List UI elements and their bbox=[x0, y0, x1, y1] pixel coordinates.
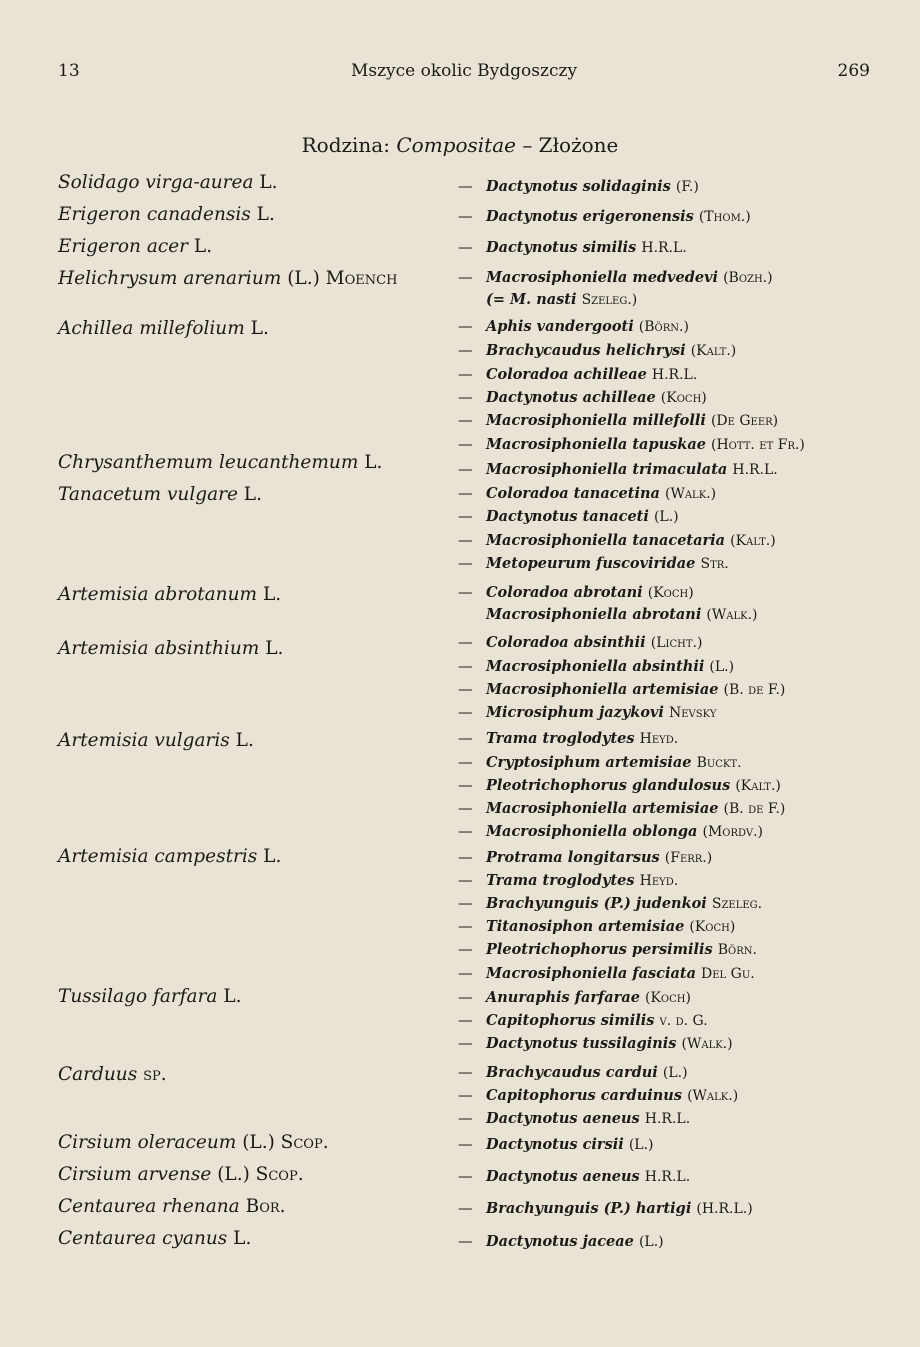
aphid-name: Protrama longitarsus bbox=[486, 849, 660, 866]
host-plant-entry bbox=[58, 318, 269, 339]
entry-dash: — bbox=[458, 896, 473, 912]
aphid-entry bbox=[458, 941, 757, 958]
entry-dash: — bbox=[458, 585, 473, 601]
plant-name: Erigeron acer bbox=[58, 236, 189, 257]
aphid-entry bbox=[458, 485, 716, 502]
entry-dash: — bbox=[458, 1111, 473, 1127]
aphid-author: (Koch) bbox=[645, 990, 691, 1006]
aphid-entry bbox=[458, 389, 707, 406]
plant-author: L. bbox=[235, 730, 254, 751]
plant-author: L. bbox=[233, 1228, 252, 1249]
entry-dash: — bbox=[458, 486, 473, 502]
aphid-name: Dactynotus achilleae bbox=[486, 389, 656, 406]
plant-name: Cirsium arvense bbox=[58, 1164, 212, 1185]
aphid-author: H.R.L. bbox=[644, 1169, 691, 1185]
aphid-author: Szeleg. bbox=[711, 896, 763, 912]
aphid-name: Trama troglodytes bbox=[486, 730, 635, 747]
aphid-author: (De Geer) bbox=[710, 413, 779, 429]
entry-dash: — bbox=[458, 682, 473, 698]
aphid-entry bbox=[458, 584, 694, 601]
plant-author: L. bbox=[263, 846, 282, 867]
aphid-author: (Koch) bbox=[660, 390, 707, 406]
aphid-name: Macrosiphoniella artemisiae bbox=[486, 681, 719, 698]
entry-dash: — bbox=[458, 390, 473, 406]
entry-dash: — bbox=[458, 533, 473, 549]
aphid-author: (Kalt.) bbox=[730, 533, 776, 549]
aphid-author: (Walk.) bbox=[664, 486, 717, 502]
host-plant-entry bbox=[58, 1064, 167, 1085]
host-plant-entry bbox=[58, 204, 275, 225]
plant-author: L. bbox=[193, 236, 213, 257]
aphid-name: Metopeurum fuscoviridae bbox=[486, 555, 696, 572]
aphid-entry bbox=[458, 342, 736, 359]
aphid-entry bbox=[458, 1136, 653, 1153]
aphid-author: (Kalt.) bbox=[735, 778, 781, 794]
aphid-entry bbox=[458, 895, 762, 912]
aphid-name: Coloradoa tanacetina bbox=[486, 485, 660, 502]
aphid-name: Dactynotus aeneus bbox=[486, 1168, 640, 1185]
plant-author: L. bbox=[364, 452, 383, 473]
aphid-entry bbox=[458, 239, 687, 256]
aphid-name: Anuraphis farfarae bbox=[486, 989, 640, 1006]
host-plant-entry bbox=[58, 986, 242, 1007]
aphid-entry bbox=[458, 461, 778, 478]
aphid-author: (Walk.) bbox=[687, 1088, 739, 1104]
aphid-name: Capitophorus similis bbox=[486, 1012, 655, 1029]
plant-name: Achillea millefolium bbox=[58, 318, 245, 339]
aphid-author: (Ferr.) bbox=[664, 850, 713, 866]
aphid-name: Capitophorus carduinus bbox=[486, 1087, 682, 1104]
plant-author: (L.) Scop. bbox=[217, 1164, 304, 1185]
aphid-name: Pleotrichophorus glandulosus bbox=[486, 777, 731, 794]
aphid-entry bbox=[458, 754, 742, 771]
entry-dash: — bbox=[458, 990, 473, 1006]
plant-name: Carduus bbox=[58, 1064, 138, 1085]
aphid-entry bbox=[458, 508, 679, 525]
aphid-entry bbox=[458, 1200, 753, 1217]
plant-author: L. bbox=[262, 584, 282, 605]
aphid-author: H.R.L. bbox=[732, 462, 778, 478]
family-heading bbox=[0, 133, 920, 157]
aphid-name: Coloradoa abrotani bbox=[486, 584, 643, 601]
aphid-name: Macrosiphoniella millefolli bbox=[486, 412, 706, 429]
host-plant-entry bbox=[58, 730, 254, 751]
page-number: 269 bbox=[837, 61, 870, 81]
entry-dash: — bbox=[458, 270, 473, 286]
aphid-author: (Bozh.) bbox=[723, 270, 773, 286]
entry-dash: — bbox=[458, 1169, 473, 1185]
entry-dash: — bbox=[458, 462, 473, 478]
aphid-entry bbox=[458, 777, 781, 794]
aphid-author: v. d. G. bbox=[659, 1013, 708, 1029]
aphid-name: Macrosiphoniella tapuskae bbox=[486, 436, 706, 453]
host-plant-entry bbox=[58, 484, 262, 505]
entry-dash: — bbox=[458, 1234, 473, 1250]
aphid-entry bbox=[458, 681, 785, 698]
entry-dash: — bbox=[458, 179, 473, 195]
host-plant-entry bbox=[58, 1164, 304, 1185]
host-plant-entry bbox=[58, 584, 281, 605]
aphid-author: (F.) bbox=[675, 179, 699, 195]
running-title: Mszyce okolic Bydgoszczy bbox=[350, 61, 578, 81]
host-plant-entry bbox=[58, 172, 278, 193]
aphid-author: H.R.L. bbox=[644, 1111, 691, 1127]
entry-dash: — bbox=[458, 850, 473, 866]
aphid-author: Del Gu. bbox=[701, 966, 755, 982]
entry-dash: — bbox=[458, 1088, 473, 1104]
entry-dash: — bbox=[458, 801, 473, 817]
aphid-author: (Kalt.) bbox=[690, 343, 737, 359]
aphid-author: (Licht.) bbox=[650, 635, 703, 651]
entry-dash: — bbox=[458, 824, 473, 840]
entry-dash: — bbox=[458, 1013, 473, 1029]
entry-dash: — bbox=[458, 240, 473, 256]
aphid-author: Heyd. bbox=[639, 873, 679, 889]
entry-dash: — bbox=[458, 731, 473, 747]
aphid-name: Macrosiphoniella medvedevi bbox=[486, 269, 718, 286]
plant-name: Centaurea rhenana bbox=[58, 1196, 240, 1217]
aphid-name: Macrosiphoniella absinthii bbox=[486, 658, 705, 675]
aphid-entry bbox=[458, 989, 691, 1006]
plant-author: L. bbox=[223, 986, 242, 1007]
plant-name: Tanacetum vulgare bbox=[58, 484, 238, 505]
plant-name: Artemisia vulgaris bbox=[58, 730, 230, 751]
entry-dash: — bbox=[458, 966, 473, 982]
plant-author: L. bbox=[256, 204, 275, 225]
aphid-author: (B. de F.) bbox=[723, 682, 786, 698]
aphid-author: (L.) bbox=[653, 509, 679, 525]
aphid-author: (Koch) bbox=[689, 919, 736, 935]
plant-name: Artemisia abrotanum bbox=[58, 584, 258, 605]
aphid-entry bbox=[458, 1087, 738, 1104]
aphid-entry bbox=[458, 1168, 690, 1185]
plant-author: Bor. bbox=[245, 1196, 286, 1217]
plant-author: L. bbox=[259, 172, 278, 193]
aphid-entry bbox=[458, 318, 689, 335]
plant-name: Solidago virga-aurea bbox=[58, 172, 254, 193]
aphid-name: Coloradoa achilleae bbox=[486, 366, 647, 383]
entry-dash: — bbox=[458, 1065, 473, 1081]
aphid-name: Coloradoa absinthii bbox=[486, 634, 646, 651]
aphid-entry bbox=[458, 436, 805, 453]
aphid-entry bbox=[458, 178, 699, 195]
aphid-author: (Hott. et Fr.) bbox=[711, 437, 805, 453]
aphid-author: Börn. bbox=[717, 942, 757, 958]
plant-name: Chrysanthemum leucanthemum bbox=[58, 452, 359, 473]
aphid-name: Brachycaudus helichrysi bbox=[486, 342, 686, 359]
aphid-name: Macrosiphoniella oblonga bbox=[486, 823, 698, 840]
aphid-entry bbox=[458, 366, 697, 383]
aphid-entry bbox=[458, 918, 735, 935]
plant-name: Artemisia campestris bbox=[58, 846, 258, 867]
entry-dash: — bbox=[458, 942, 473, 958]
aphid-name: Dactynotus erigeronensis bbox=[486, 208, 694, 225]
host-plant-entry bbox=[58, 1228, 251, 1249]
aphid-entry bbox=[486, 291, 637, 308]
entry-dash: — bbox=[458, 635, 473, 651]
aphid-entry bbox=[458, 872, 678, 889]
aphid-entry bbox=[458, 532, 776, 549]
host-plant-entry bbox=[58, 846, 281, 867]
aphid-entry bbox=[458, 730, 678, 747]
aphid-entry bbox=[458, 1012, 708, 1029]
aphid-entry bbox=[458, 1035, 733, 1052]
aphid-name: Aphis vandergooti bbox=[486, 318, 634, 335]
plant-author: (L.) Scop. bbox=[242, 1132, 329, 1153]
aphid-name: Trama troglodytes bbox=[486, 872, 635, 889]
entry-dash: — bbox=[458, 778, 473, 794]
aphid-name: Macrosiphoniella abrotani bbox=[486, 606, 702, 623]
aphid-author: Heyd. bbox=[639, 731, 679, 747]
plant-author: L. bbox=[265, 638, 284, 659]
entry-dash: — bbox=[458, 873, 473, 889]
aphid-author: (L.) bbox=[628, 1137, 654, 1153]
entry-dash: — bbox=[458, 1201, 473, 1217]
aphid-author: Szeleg.) bbox=[581, 292, 638, 308]
host-plant-entry bbox=[58, 236, 212, 257]
aphid-name: Dactynotus jaceae bbox=[486, 1233, 634, 1250]
entry-dash: — bbox=[458, 319, 473, 335]
host-plant-entry bbox=[58, 638, 283, 659]
plant-author: L. bbox=[250, 318, 269, 339]
aphid-author: (Koch) bbox=[647, 585, 694, 601]
host-plant-entry bbox=[58, 268, 397, 289]
plant-name: Artemisia absinthium bbox=[58, 638, 260, 659]
aphid-name: Macrosiphoniella tanacetaria bbox=[486, 532, 726, 549]
plant-name: Centaurea cyanus bbox=[58, 1228, 228, 1249]
running-header bbox=[58, 61, 870, 87]
plant-name: Erigeron canadensis bbox=[58, 204, 251, 225]
aphid-author: H.R.L. bbox=[651, 367, 698, 383]
plant-name: Helichrysum arenarium bbox=[58, 268, 282, 289]
entry-dash: — bbox=[458, 705, 473, 721]
aphid-entry bbox=[458, 1233, 664, 1250]
aphid-name: (= M. nasti bbox=[486, 291, 577, 308]
aphid-name: Macrosiphoniella artemisiae bbox=[486, 800, 719, 817]
entry-dash: — bbox=[458, 509, 473, 525]
aphid-author: (Walk.) bbox=[706, 607, 758, 623]
entry-dash: — bbox=[458, 556, 473, 572]
family-latin: Compositae bbox=[396, 133, 516, 157]
plant-name: Cirsium oleraceum bbox=[58, 1132, 237, 1153]
entry-dash: — bbox=[458, 755, 473, 771]
aphid-entry bbox=[458, 849, 712, 866]
section-number: 13 bbox=[58, 61, 80, 81]
aphid-name: Titanosiphon artemisiae bbox=[486, 918, 685, 935]
aphid-author: (Walk.) bbox=[681, 1036, 733, 1052]
aphid-entry bbox=[458, 1110, 690, 1127]
aphid-entry bbox=[458, 1064, 688, 1081]
host-plant-entry bbox=[58, 452, 382, 473]
aphid-author: Str. bbox=[700, 556, 729, 572]
entry-dash: — bbox=[458, 437, 473, 453]
host-plant-entry bbox=[58, 1132, 329, 1153]
entry-dash: — bbox=[458, 1036, 473, 1052]
aphid-author: Buckt. bbox=[696, 755, 742, 771]
host-plant-entry bbox=[58, 1196, 286, 1217]
aphid-name: Macrosiphoniella fasciata bbox=[486, 965, 696, 982]
aphid-author: Nevsky bbox=[669, 705, 717, 721]
aphid-author: (Thom.) bbox=[698, 209, 751, 225]
aphid-name: Dactynotus solidaginis bbox=[486, 178, 671, 195]
aphid-entry bbox=[458, 800, 785, 817]
aphid-author: (H.R.L.) bbox=[696, 1201, 753, 1217]
aphid-entry bbox=[458, 965, 755, 982]
entry-dash: — bbox=[458, 919, 473, 935]
aphid-author: (L.) bbox=[662, 1065, 688, 1081]
aphid-name: Dactynotus tanaceti bbox=[486, 508, 649, 525]
aphid-name: Cryptosiphum artemisiae bbox=[486, 754, 692, 771]
entry-dash: — bbox=[458, 367, 473, 383]
aphid-entry bbox=[458, 555, 729, 572]
entry-dash: — bbox=[458, 659, 473, 675]
aphid-author: (L.) bbox=[638, 1234, 664, 1250]
entry-dash: — bbox=[458, 209, 473, 225]
aphid-name: Dactynotus tussilaginis bbox=[486, 1035, 677, 1052]
entry-dash: — bbox=[458, 343, 473, 359]
aphid-name: Microsiphum jazykovi bbox=[486, 704, 664, 721]
aphid-entry bbox=[486, 606, 758, 623]
aphid-name: Dactynotus similis bbox=[486, 239, 637, 256]
aphid-name: Brachyunguis (P.) hartigi bbox=[486, 1200, 692, 1217]
aphid-entry bbox=[458, 634, 702, 651]
aphid-entry bbox=[458, 208, 751, 225]
aphid-entry bbox=[458, 658, 734, 675]
plant-author: (L.) Moench bbox=[287, 268, 398, 289]
family-polish: – Złożone bbox=[522, 133, 619, 157]
aphid-name: Dactynotus cirsii bbox=[486, 1136, 624, 1153]
plant-author: sp. bbox=[143, 1064, 167, 1085]
aphid-name: Dactynotus aeneus bbox=[486, 1110, 640, 1127]
aphid-name: Brachycaudus cardui bbox=[486, 1064, 658, 1081]
aphid-entry bbox=[458, 823, 763, 840]
aphid-author: (B. de F.) bbox=[723, 801, 786, 817]
entry-dash: — bbox=[458, 413, 473, 429]
family-prefix: Rodzina: bbox=[301, 133, 390, 157]
aphid-author: (Börn.) bbox=[638, 319, 689, 335]
aphid-entry bbox=[458, 704, 716, 721]
plant-name: Tussilago farfara bbox=[58, 986, 218, 1007]
aphid-name: Brachyunguis (P.) judenkoi bbox=[486, 895, 707, 912]
entry-dash: — bbox=[458, 1137, 473, 1153]
aphid-author: (L.) bbox=[709, 659, 735, 675]
aphid-name: Pleotrichophorus persimilis bbox=[486, 941, 713, 958]
aphid-author: H.R.L. bbox=[641, 240, 687, 256]
plant-author: L. bbox=[243, 484, 262, 505]
aphid-entry bbox=[458, 412, 778, 429]
aphid-entry bbox=[458, 269, 773, 286]
aphid-name: Macrosiphoniella trimaculata bbox=[486, 461, 728, 478]
aphid-author: (Mordv.) bbox=[702, 824, 763, 840]
